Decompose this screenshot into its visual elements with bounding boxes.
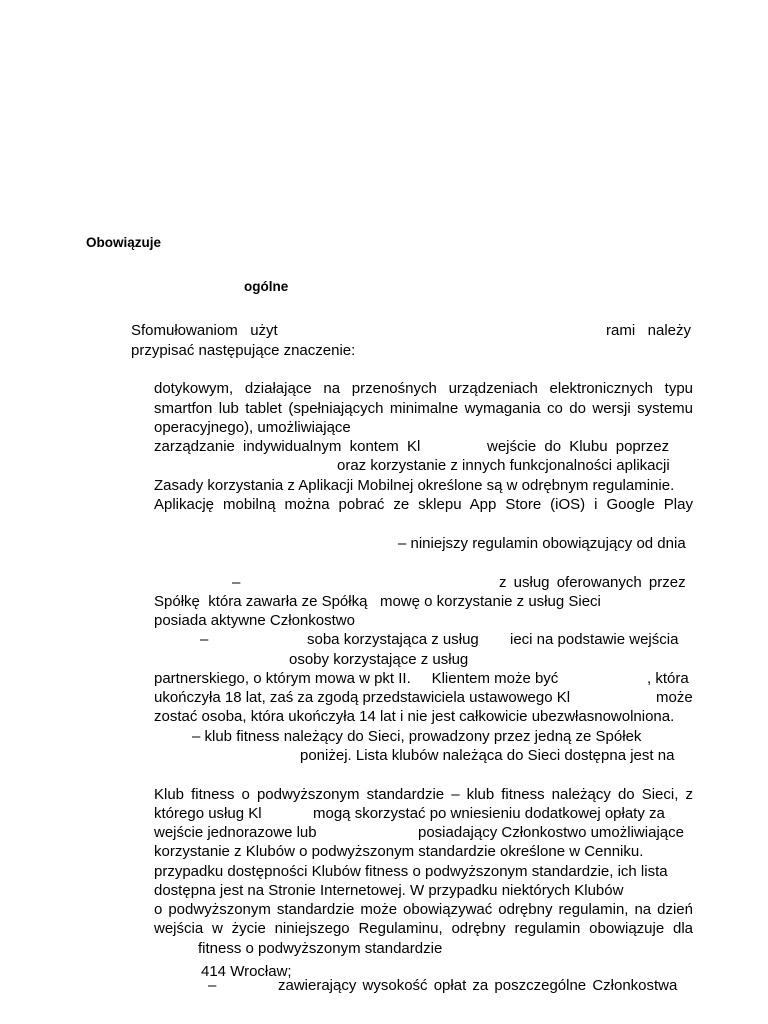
intro-line-1-left: Sfomułowaniom użyt — [131, 322, 278, 339]
regulamin-definition: – niniejszy regulamin obowiązujący od dnia — [398, 535, 686, 552]
premium-line-1: Klub fitness o podwyższonym standardzie – klub fitness należący do Sieci, z — [154, 786, 693, 803]
client-line-5: osoby korzystające z usług — [289, 651, 469, 668]
app-line-2: smartfon lub tablet (spełniających minimalne wymagania co do wersji systemu — [154, 400, 693, 417]
client-line-4a: soba korzystająca z usług — [307, 631, 479, 648]
client-line-6a: partnerskiego, o którym mowa w pkt II. Klientem może być — [154, 670, 559, 687]
document-heading: Obowiązuje — [86, 235, 162, 250]
app-line-1: dotykowym, działające na przenośnych urządzeniach elektronicznych typu — [154, 380, 693, 397]
premium-line-3b: posiadający Członkostwo umożliwiające — [418, 824, 684, 841]
intro-line-2: przypisać następujące znaczenie: — [131, 342, 356, 359]
app-line-6: Zasady korzystania z Aplikacji Mobilnej określone są w odrębnym regulaminie. — [154, 477, 675, 494]
premium-line-4: korzystanie z Klubów o podwyższonym standardzie określone w Cenniku. — [154, 843, 644, 860]
app-line-4a: zarządzanie indywidualnym kontem Kl — [154, 438, 421, 455]
client-dash-2: – — [200, 631, 209, 648]
section-title: ogólne — [244, 279, 289, 294]
premium-line-9: fitness o podwyższonym standardzie — [198, 940, 443, 957]
premium-line-7: o podwyższonym standardzie może obowiązywać odrębny regulamin, na dzień — [154, 901, 693, 918]
premium-line-3a: wejście jednorazowe lub — [154, 824, 317, 841]
premium-line-2a: którego usług Kl — [154, 805, 262, 822]
club-line-2: poniżej. Lista klubów należąca do Sieci dostępna jest na — [300, 747, 675, 764]
app-line-7: Aplikację mobilną można pobrać ze sklepu App Store (iOS) i Google Play — [154, 496, 693, 513]
app-line-4b: wejście do Klubu poprzez — [487, 438, 670, 455]
client-line-1: z usług oferowanych przez — [499, 574, 686, 591]
client-dash-1: – — [232, 574, 241, 591]
client-line-3: posiada aktywne Członkostwo — [154, 612, 355, 629]
pricing-line: zawierający wysokość opłat za poszczególne Członkostwa — [278, 977, 678, 994]
club-line-1: – klub fitness należący do Sieci, prowadzony przez jedną ze Spółek — [192, 728, 642, 745]
client-line-4b: ieci na podstawie wejścia — [510, 631, 679, 648]
premium-line-6: dostępna jest na Stronie Internetowej. W przypadku niektórych Klubów — [154, 882, 624, 899]
app-line-3: operacyjnego), umożliwiające — [154, 419, 351, 436]
intro-line-1-right: rami należy — [606, 322, 692, 339]
premium-line-8: wejścia w życie niniejszego Regulaminu, odrębny regulamin obowiązuje dla — [154, 920, 693, 937]
premium-line-5: przypadku dostępności Klubów fitness o podwyższonym standardzie, ich lista — [154, 863, 668, 880]
client-line-7b: może — [656, 689, 693, 706]
pricing-dash: – — [208, 977, 217, 994]
address-line: 414 Wrocław; — [201, 963, 292, 980]
client-line-7a: ukończyła 18 lat, zaś za zgodą przedstawiciela ustawowego Kl — [154, 689, 571, 706]
premium-line-2b: mogą skorzystać po wniesieniu dodatkowej opłaty za — [313, 805, 665, 822]
app-line-5: oraz korzystanie z innych funkcjonalności aplikacji — [337, 457, 670, 474]
client-line-6b: , która — [647, 670, 689, 687]
client-line-8: zostać osoba, która ukończyła 14 lat i nie jest całkowicie ubezwłasnowolniona. — [154, 708, 675, 725]
client-line-2: Spółkę która zawarła ze Spółką mowę o korzystanie z usług Sieci — [154, 593, 601, 610]
